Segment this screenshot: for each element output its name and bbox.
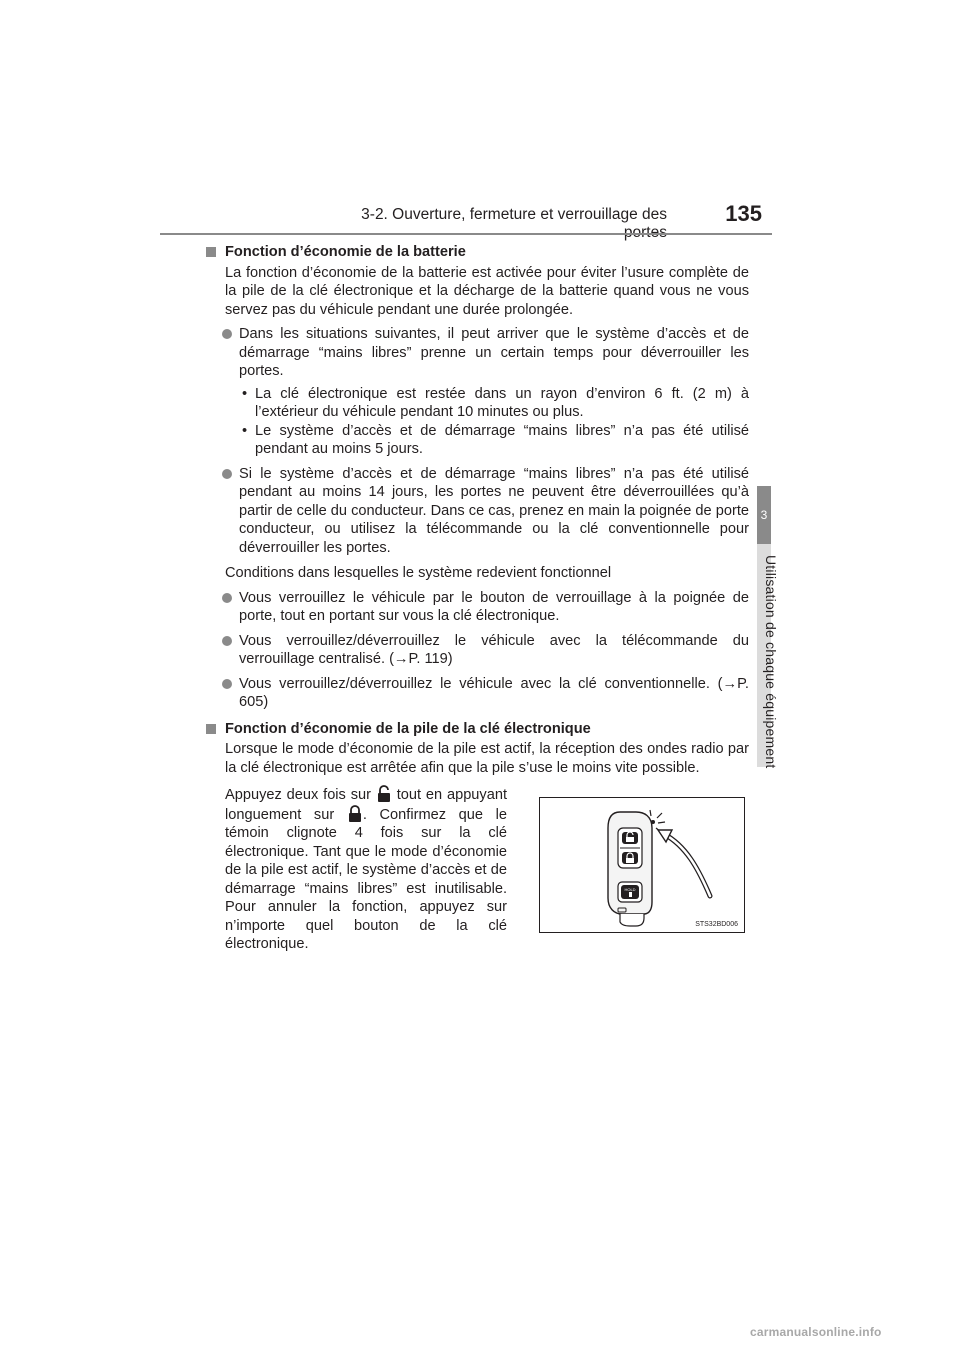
- bullet-dot-icon: [222, 679, 232, 689]
- procedure-block: [225, 785, 749, 975]
- list-item: Vous verrouillez/déverrouillez le véhicule avec la télécommande du verrouillage centralisé. (→P. 119): [239, 632, 749, 669]
- square-bullet-icon: [206, 247, 216, 257]
- key-fob-illustration: [539, 797, 745, 933]
- list-item: Dans les situations suivantes, il peut arriver que le système d’accès et de démarrage “mains libres” prenne un certain temps pour déverrouiller les portes.: [239, 325, 749, 381]
- section-title-key-battery-saving: Fonction d’économie de la pile de la clé électronique: [225, 720, 749, 739]
- indicator-light: [651, 820, 655, 824]
- procedure-text: Appuyez deux fois sur tout en appuyant longuement sur . Confirmez que le témoin clignote 4 fois sur la clé électronique. Tant que le mode d’économie de la pile est actif, le système d’accès et de démarrage “mains libres” est inutilisable. Pour annuler la fonction, appuyez sur n’importe quel bouton de la clé électronique.: [225, 787, 508, 952]
- chapter-number: 3: [760, 508, 768, 522]
- page-number: 135: [725, 201, 762, 226]
- bullet-dot-icon: [222, 636, 232, 646]
- sub-list-item: • La clé électronique est restée dans un rayon d’environ 6 ft. (2 m) à l’extérieur du véhicule pendant 10 minutes ou plus.: [242, 385, 749, 420]
- chapter-title: Utilisation de chaque équipement: [763, 555, 779, 769]
- list-item: Si le système d’accès et de démarrage “mains libres” n’a pas été utilisé pendant au moins 14 jours, les portes ne peuvent être déverrouillées qu’à partir de celle du conducteur. Dans ce cas, prenez en main la poignée de porte conducteur, ou utilisez la télécommande ou la clé conventionnelle pour déverrouiller les portes.: [239, 465, 749, 558]
- section-intro: Lorsque le mode d’économie de la pile est actif, la réception des ondes radio par la clé électronique est arrêtée afin que la pile s’use le moins vite possible.: [225, 741, 749, 776]
- bullet-dot-icon: [222, 593, 232, 603]
- chapter-tab: [757, 486, 771, 544]
- bullet-dot-icon: [222, 329, 232, 339]
- key-fob-drawing: [540, 798, 744, 932]
- lock-icon: [347, 805, 363, 823]
- list-item: Vous verrouillez le véhicule par le bouton de verrouillage à la poignée de porte, tout en portant sur vous la clé électronique.: [239, 589, 749, 626]
- watermark: carmanualsonline.info: [750, 1325, 882, 1339]
- square-bullet-icon: [206, 724, 216, 734]
- hold-label: HOLD: [624, 887, 636, 892]
- sub-list-item: • Le système d’accès et de démarrage “mains libres” n’a pas été utilisé pendant au moins 5 jours.: [242, 422, 749, 457]
- header-rule: [160, 233, 772, 235]
- figure-id: STS32BD006: [695, 921, 738, 928]
- bullet-dot-icon: [222, 469, 232, 479]
- unlock-icon: [376, 785, 392, 803]
- conditions-heading: Conditions dans lesquelles le système redevient fonctionnel: [225, 565, 612, 581]
- header-section-title: 3-2. Ouverture, fermeture et verrouillage des: [361, 206, 667, 223]
- list-item: Vous verrouillez/déverrouillez le véhicule avec la clé conventionnelle. (→P. 605): [239, 675, 749, 712]
- section-title-battery-saving: Fonction d’économie de la batterie: [225, 243, 749, 262]
- main-content: [209, 243, 749, 975]
- section-intro: La fonction d’économie de la batterie est activée pour éviter l’usure complète de la pile de la clé électronique et la décharge de la batterie quand vous ne vous servez pas du véhicule pendant une durée prolongée.: [225, 264, 749, 318]
